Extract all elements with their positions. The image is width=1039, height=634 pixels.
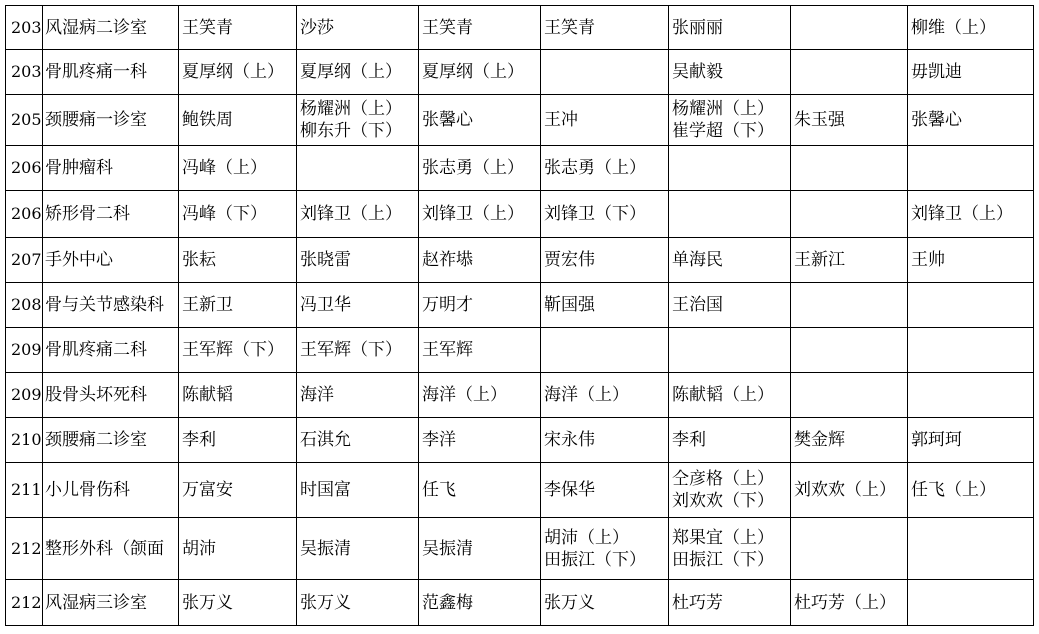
doctor-cell — [669, 95, 791, 146]
doctor-cell — [908, 238, 1034, 283]
doctor-cell — [419, 6, 541, 50]
doctor-name: 海洋 — [300, 385, 334, 405]
doctor-cell — [791, 146, 908, 191]
doctor-name: 刘锋卫（上） — [422, 204, 524, 224]
doctor-cell — [541, 518, 669, 580]
room-number: 207 — [6, 238, 43, 283]
doctor-cell — [669, 146, 791, 191]
table-row — [6, 328, 1034, 373]
doctor-name: 王冲 — [544, 110, 578, 130]
doctor-name: 柳维（上） — [911, 17, 996, 38]
doctor-cell — [908, 95, 1034, 146]
doctor-cell — [297, 580, 419, 626]
doctor-name: 杜巧芳（上） — [794, 592, 896, 613]
doctor-cell — [791, 191, 908, 238]
doctor-cell — [791, 283, 908, 328]
doctor-cell — [179, 580, 297, 626]
doctor-cell — [541, 283, 669, 328]
doctor-cell — [908, 283, 1034, 328]
doctor-cell — [908, 50, 1034, 95]
doctor-name: 杜巧芳 — [672, 592, 723, 613]
doctor-cell — [179, 238, 297, 283]
doctor-cell — [419, 283, 541, 328]
doctor-name: 王笑青 — [544, 17, 595, 38]
doctor-name: 胡沛 — [182, 538, 216, 559]
doctor-cell — [908, 518, 1034, 580]
doctor-cell — [669, 328, 791, 373]
doctor-cell — [419, 146, 541, 191]
doctor-name: 刘锋卫（下） — [544, 204, 646, 224]
room-number: 209 — [6, 373, 43, 418]
table-row — [6, 418, 1034, 463]
doctor-name: 海洋（上） — [544, 385, 629, 405]
doctor-name: 胡沛（上） — [544, 527, 629, 548]
doctor-cell — [297, 518, 419, 580]
doctor-name: 沙莎 — [300, 17, 334, 38]
doctor-cell — [419, 95, 541, 146]
department-name: 骨肌疼痛二科 — [43, 328, 179, 373]
doctor-name: 王新江 — [794, 250, 845, 270]
doctor-name: 樊金辉 — [794, 430, 845, 450]
schedule-body — [6, 6, 1034, 626]
doctor-cell — [419, 50, 541, 95]
room-number: 206 — [6, 191, 43, 238]
doctor-name: 杨耀洲（上） — [672, 99, 774, 119]
doctor-name: 崔学超（下） — [672, 121, 774, 141]
doctor-name: 郑果宜（上） — [672, 527, 774, 548]
doctor-cell — [541, 191, 669, 238]
doctor-cell — [669, 580, 791, 626]
doctor-name: 夏厚纲（上） — [422, 62, 524, 82]
doctor-name: 张馨心 — [422, 110, 473, 130]
doctor-cell — [419, 580, 541, 626]
doctor-name: 陈献韬（上） — [672, 385, 774, 405]
doctor-cell — [908, 418, 1034, 463]
doctor-cell — [297, 50, 419, 95]
room-number: 211 — [6, 463, 43, 518]
doctor-name: 石淇允 — [300, 430, 351, 450]
doctor-cell — [297, 146, 419, 191]
table-row — [6, 238, 1034, 283]
doctor-cell — [419, 518, 541, 580]
doctor-name: 冯峰（下） — [182, 204, 267, 224]
doctor-cell — [908, 191, 1034, 238]
doctor-cell — [297, 191, 419, 238]
doctor-cell — [541, 463, 669, 518]
doctor-cell — [419, 328, 541, 373]
doctor-cell — [419, 463, 541, 518]
room-number: 208 — [6, 283, 43, 328]
department-name: 风湿病三诊室 — [43, 580, 179, 626]
doctor-name: 王治国 — [672, 295, 723, 315]
doctor-cell — [791, 463, 908, 518]
department-name: 骨肿瘤科 — [43, 146, 179, 191]
table-row — [6, 580, 1034, 626]
doctor-cell — [908, 328, 1034, 373]
table-row — [6, 191, 1034, 238]
doctor-cell — [669, 283, 791, 328]
doctor-name: 张馨心 — [911, 110, 962, 130]
doctor-cell — [541, 50, 669, 95]
doctor-cell — [179, 6, 297, 50]
table-row — [6, 283, 1034, 328]
doctor-cell — [541, 6, 669, 50]
table-row — [6, 50, 1034, 95]
room-number: 212 — [6, 580, 43, 626]
doctor-cell — [541, 146, 669, 191]
doctor-cell — [179, 418, 297, 463]
doctor-name: 任飞 — [422, 480, 456, 500]
doctor-cell — [791, 328, 908, 373]
doctor-name: 陈献韬 — [182, 385, 233, 405]
doctor-cell — [179, 50, 297, 95]
doctor-name: 吴振清 — [422, 538, 473, 559]
doctor-name: 朱玉强 — [794, 110, 845, 130]
table-row — [6, 146, 1034, 191]
doctor-name: 张志勇（上） — [544, 158, 646, 178]
doctor-name: 万富安 — [182, 480, 233, 500]
doctor-name: 冯卫华 — [300, 295, 351, 315]
doctor-cell — [791, 6, 908, 50]
doctor-name: 李利 — [672, 430, 706, 450]
doctor-cell — [669, 418, 791, 463]
doctor-name: 刘锋卫（上） — [911, 204, 1013, 224]
table-row — [6, 463, 1034, 518]
table-row — [6, 95, 1034, 146]
doctor-name: 田振江（下） — [672, 549, 774, 570]
doctor-name: 田振江（下） — [544, 549, 646, 570]
doctor-name: 冯峰（上） — [182, 158, 267, 178]
doctor-name: 王军辉（下） — [182, 340, 284, 360]
doctor-cell — [541, 580, 669, 626]
doctor-cell — [179, 146, 297, 191]
doctor-cell — [791, 518, 908, 580]
doctor-name: 王笑青 — [422, 17, 473, 38]
doctor-name: 王新卫 — [182, 295, 233, 315]
doctor-name: 李保华 — [544, 480, 595, 500]
doctor-name: 夏厚纲（上） — [182, 62, 284, 82]
table-row — [6, 373, 1034, 418]
doctor-cell — [669, 50, 791, 95]
doctor-name: 李洋 — [422, 430, 456, 450]
doctor-name: 张万义 — [300, 592, 351, 613]
doctor-cell — [908, 580, 1034, 626]
doctor-cell — [297, 95, 419, 146]
doctor-name: 张万义 — [544, 592, 595, 613]
doctor-cell — [791, 418, 908, 463]
doctor-cell — [669, 373, 791, 418]
table-row — [6, 6, 1034, 50]
doctor-name: 万明才 — [422, 295, 473, 315]
doctor-cell — [419, 238, 541, 283]
doctor-name: 张万义 — [182, 592, 233, 613]
doctor-cell — [179, 283, 297, 328]
doctor-cell — [179, 373, 297, 418]
department-name: 颈腰痛一诊室 — [43, 95, 179, 146]
room-number: 209 — [6, 328, 43, 373]
doctor-name: 杨耀洲（上） — [300, 99, 402, 119]
department-name: 风湿病二诊室 — [43, 6, 179, 50]
doctor-cell — [541, 238, 669, 283]
doctor-cell — [297, 373, 419, 418]
room-number: 203 — [6, 50, 43, 95]
doctor-cell — [297, 463, 419, 518]
doctor-name: 夏厚纲（上） — [300, 62, 402, 82]
department-name: 小儿骨伤科 — [43, 463, 179, 518]
doctor-name: 任飞（上） — [911, 480, 996, 500]
doctor-name: 柳东升（下） — [300, 121, 402, 141]
department-name: 整形外科（颌面 — [43, 518, 179, 580]
doctor-cell — [669, 518, 791, 580]
doctor-name: 张志勇（上） — [422, 158, 524, 178]
doctor-cell — [541, 373, 669, 418]
doctor-cell — [908, 6, 1034, 50]
doctor-cell — [541, 418, 669, 463]
department-name: 矫形骨二科 — [43, 191, 179, 238]
doctor-cell — [297, 6, 419, 50]
doctor-name: 鲍铁周 — [182, 110, 233, 130]
doctor-cell — [908, 373, 1034, 418]
doctor-name: 刘欢欢（下） — [672, 491, 774, 511]
department-name: 股骨头坏死科 — [43, 373, 179, 418]
doctor-cell — [419, 418, 541, 463]
doctor-name: 范鑫梅 — [422, 592, 473, 613]
doctor-name: 李利 — [182, 430, 216, 450]
doctor-name: 王帅 — [911, 250, 945, 270]
doctor-name: 仝彦格（上） — [672, 469, 774, 489]
doctor-cell — [419, 373, 541, 418]
doctor-name: 王军辉 — [422, 340, 473, 360]
doctor-cell — [541, 95, 669, 146]
doctor-cell — [791, 373, 908, 418]
department-name: 骨肌疼痛一科 — [43, 50, 179, 95]
doctor-name: 毋凯迪 — [911, 62, 962, 82]
doctor-cell — [791, 238, 908, 283]
doctor-name: 单海民 — [672, 250, 723, 270]
doctor-name: 张耘 — [182, 250, 216, 270]
doctor-name: 王军辉（下） — [300, 340, 402, 360]
doctor-cell — [791, 50, 908, 95]
doctor-name: 赵祚塨 — [422, 250, 473, 270]
room-number: 205 — [6, 95, 43, 146]
room-number: 210 — [6, 418, 43, 463]
doctor-name: 郭珂珂 — [911, 430, 962, 450]
doctor-cell — [179, 95, 297, 146]
doctor-cell — [669, 238, 791, 283]
room-number: 206 — [6, 146, 43, 191]
doctor-cell — [669, 6, 791, 50]
doctor-name: 靳国强 — [544, 295, 595, 315]
doctor-name: 张丽丽 — [672, 17, 723, 38]
doctor-cell — [791, 95, 908, 146]
doctor-name: 吴献毅 — [672, 62, 723, 82]
doctor-name: 宋永伟 — [544, 430, 595, 450]
doctor-cell — [541, 328, 669, 373]
doctor-cell — [419, 191, 541, 238]
doctor-name: 刘欢欢（上） — [794, 480, 896, 500]
doctor-cell — [669, 191, 791, 238]
doctor-name: 吴振清 — [300, 538, 351, 559]
doctor-name: 海洋（上） — [422, 385, 507, 405]
doctor-cell — [179, 463, 297, 518]
doctor-cell — [297, 238, 419, 283]
doctor-name: 刘锋卫（上） — [300, 204, 402, 224]
doctor-name: 王笑青 — [182, 17, 233, 38]
doctor-cell — [791, 580, 908, 626]
room-number: 212 — [6, 518, 43, 580]
table-row — [6, 518, 1034, 580]
department-name: 骨与关节感染科 — [43, 283, 179, 328]
doctor-cell — [669, 463, 791, 518]
doctor-name: 时国富 — [300, 480, 351, 500]
doctor-cell — [179, 328, 297, 373]
doctor-cell — [908, 146, 1034, 191]
doctor-cell — [179, 191, 297, 238]
doctor-cell — [179, 518, 297, 580]
doctor-cell — [297, 283, 419, 328]
doctor-name: 贾宏伟 — [544, 250, 595, 270]
department-name: 颈腰痛二诊室 — [43, 418, 179, 463]
doctor-cell — [297, 328, 419, 373]
doctor-name: 张晓雷 — [300, 250, 351, 270]
doctor-cell — [297, 418, 419, 463]
department-name: 手外中心 — [43, 238, 179, 283]
doctor-cell — [908, 463, 1034, 518]
schedule-table — [5, 5, 1034, 626]
room-number: 203 — [6, 6, 43, 50]
